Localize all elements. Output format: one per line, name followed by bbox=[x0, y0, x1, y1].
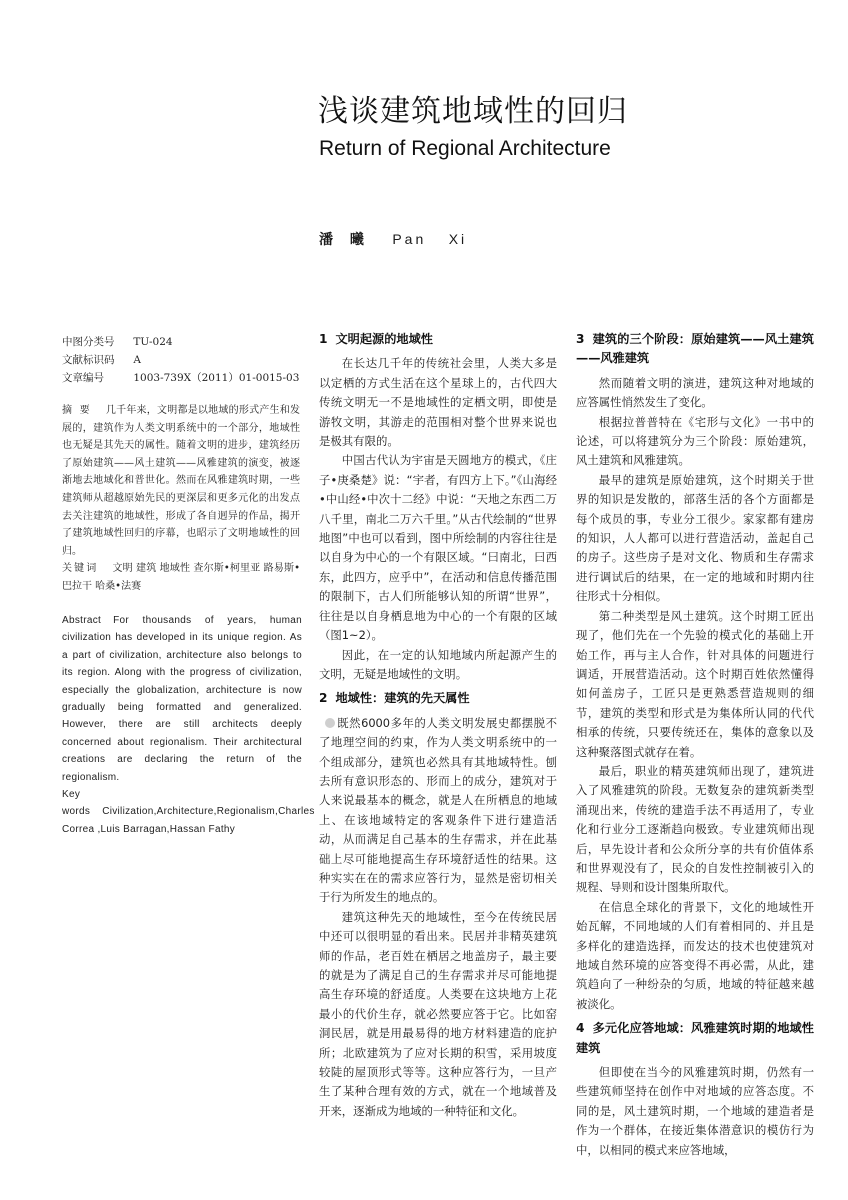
meta-value: A bbox=[133, 354, 141, 366]
abstract-zh-body bbox=[62, 402, 300, 560]
paragraph bbox=[319, 714, 557, 908]
abstract-en-label: Abstract bbox=[62, 615, 102, 626]
keywords-en bbox=[62, 786, 315, 838]
meta-value: 1003-739X（2011）01-0015-03 bbox=[133, 372, 300, 384]
abstract-zh bbox=[62, 402, 300, 596]
author-name-en-last: Xi bbox=[448, 231, 468, 247]
paragraph: 但即使在当今的风雅建筑时期，仍然有一些建筑师坚持在创作中对地域的应答态度。不同的是，风土建筑时期，一个地域的建造者是作为一个群体，在接近集体潜意识的模仿行为中，以相同的模式来应答地域， bbox=[576, 1065, 814, 1157]
section-heading-1 bbox=[319, 330, 557, 349]
paragraph: 在信息全球化的背景下，文化的地域性开始瓦解，不同地域的人们有着相同的、并且是多样化的建造选择，而发达的技术也使建筑对地域自然环境的应答变得不再必需，从此，建筑趋向了一种纷杂的匀质，地域的特征越来越被淡化。 bbox=[576, 899, 814, 1011]
body-column-2 bbox=[576, 330, 814, 1160]
article-meta bbox=[62, 333, 302, 387]
paragraph: 在长达几千年的传统社会里，人类大多是以定栖的方式生活在这个星球上的，古代四大传统文明无一不是地域性的定栖文明，即使是游牧文明，其游走的范围相对整个世界来说也是极其有限的。 bbox=[319, 356, 557, 449]
meta-key: 文章编号 bbox=[62, 372, 104, 384]
section-number: 3 bbox=[576, 332, 585, 346]
section-number: 4 bbox=[576, 1021, 585, 1036]
section-title: 建筑的三个阶段：原始建筑——风土建筑——风雅建筑 bbox=[576, 332, 814, 366]
section-title: 文明起源的地域性 bbox=[335, 332, 433, 346]
paragraph: 最早的建筑是原始建筑，这个时期关于世界的知识是发散的，部落生活的各个方面都是每个成员的事，专业分工很少。家家都有建房的知识，人人都可以进行营造活动，盖起自己的房子。这些房子是对文化、物质和生存需求进行调试后的结果，在一定的地域和时期内往往形式十分相似。 bbox=[576, 472, 814, 604]
keywords-zh bbox=[62, 560, 300, 595]
paragraph: 因此，在一定的认知地域内所起源产生的文明，无疑是地域性的文明。 bbox=[319, 647, 557, 681]
abstract-en-text: For thousands of years, human civilization has developed in its unique region. As a part of civilization, architecture also belongs to its region. Along with the progress of civilization, especially the globalization, architecture is now gradually being formatted and generalized. However, there are still architects deeply concerned about regionalism. Their architectural creations are declaring the return of the regionalism. bbox=[62, 615, 302, 783]
paragraph-text: 既然6000多年的人类文明发展史都摆脱不了地理空间的约束，作为人类文明系统中的一个组成部分，建筑也必然具有其地域特性。刨去所有意识形态的、形而上的成分，建筑对于人来说最基本的概念，就是人在所栖息的地域上、在该地域特定的客观条件下进行建造活动，从而满足自己基本的生存需求，并在此基础上尽可能地提高生存环境舒适性的结果。这种实实在在的需求应答行为，显然是密切相关于行为所发生的地点的。 bbox=[319, 715, 557, 905]
meta-row bbox=[62, 351, 302, 369]
section-heading-4 bbox=[576, 1019, 814, 1058]
paragraph: 建筑这种先天的地域性，至今在传统民居中还可以很明显的看出来。民居并非精英建筑师的作品，老百姓在栖居之地盖房子，最主要的就是为了满足自己的生存需求并尽可能地提高生存环境的舒适度。人类要在这块地方上花最小的代价生存，就必然要应答于它。比如窑洞民居，就是用最易得的地方材料建造的庇护所；北欧建筑为了应对长期的积雪，采用坡度较陡的屋顶形式等等。这种应答行为，一旦产生了某种合理有效的方式，就在一个地域普及开来，逐渐成为地域的一种特征和文化。 bbox=[319, 909, 557, 1118]
section-title: 多元化应答地域：风雅建筑时期的地域性建筑 bbox=[576, 1021, 814, 1055]
abstract-zh-text: 几千年来，文明都是以地域的形式产生和发展的，建筑作为人类文明系统中的一个部分，地域性也无疑是其先天的属性。随着文明的进步，建筑经历了原始建筑——风土建筑——风雅建筑的演变，被逐渐地去地域化和普世化。然而在风雅建筑时期，一些建筑师从超越原始先民的更深层和更多元化的出发点去关注建筑的地域性，形成了各自迥异的作品，揭开了建筑地域性回归的序幕，也昭示了文明地域性的回归。 bbox=[62, 405, 300, 557]
abstract-en bbox=[62, 612, 315, 838]
meta-key: 中图分类号 bbox=[62, 336, 115, 348]
section-number: 2 bbox=[319, 691, 328, 706]
abstract-zh-label: 摘 要 bbox=[62, 405, 92, 416]
paragraph: 中国古代认为宇宙是天圆地方的模式，《庄子•庚桑楚》说：“宇者，有四方上下。”《山海经•中山经•中次十二经》中说：“天地之东西二万八千里，南北二万六千里。”从古代绘制的“世界地图”中也可以看到，图中所绘制的内容往往是以自身为中心的一个有限区域。“曰南北，曰西东，此四方，应乎中”，在活动和信息传播范围的限制下，古人们所能够认知的所谓“世界”，往往是以自身栖息地为中心的一个有限的区域（图1~2）。 bbox=[319, 453, 557, 643]
paragraph: 最后，职业的精英建筑师出现了，建筑进入了风雅建筑的阶段。无数复杂的建筑新类型涌现出来，传统的建造手法不再适用了，专业化和行业分工逐渐趋向极致。专业建筑师出现后，早先设计者和公众所分享的共有价值体系和世界观没有了，民众的自发性控制被引入的规程、导则和设计图集所取代。 bbox=[576, 763, 814, 895]
author-line bbox=[319, 229, 719, 250]
section-heading-3 bbox=[576, 330, 814, 369]
keywords-zh-label: 关键词 bbox=[62, 563, 99, 575]
meta-key: 文献标识码 bbox=[62, 354, 115, 366]
paragraph: 第二种类型是风土建筑。这个时期工匠出现了，他们先在一个先验的模式化的基础上开始工作，再与主人合作，针对具体的问题进行调适，开展营造活动。这个时期百姓依然懂得如何盖房子，工匠只是更熟悉营造规则的细节，建筑的类型和形式是为集体所认同的代代相承的传统，只要传统还在，集体的意象以及这种聚落图式就存在着。 bbox=[576, 608, 814, 759]
author-name-en-first: Pan bbox=[392, 231, 427, 247]
keywords-en-text: Civilization,Architecture,Regionalism,Charles Correa ,Luis Barragan,Hassan Fathy bbox=[62, 806, 315, 835]
paragraph: 根据拉普普特在《宅形与文化》一书中的论述，可以将建筑分为三个阶段：原始建筑，风土建筑和风雅建筑。 bbox=[576, 414, 814, 468]
paragraph: 然而随着文明的演进，建筑这种对地域的应答属性悄然发生了变化。 bbox=[576, 375, 814, 410]
keywords-en-label: Key words bbox=[62, 789, 91, 818]
section-heading-2 bbox=[319, 689, 557, 708]
bullet-dot-icon bbox=[325, 718, 335, 728]
author-name-zh: 潘 曦 bbox=[319, 232, 370, 248]
keywords-zh-text: 文明 建筑 地域性 查尔斯•柯里亚 路易斯•巴拉干 哈桑•法赛 bbox=[62, 563, 300, 592]
section-number: 1 bbox=[319, 332, 328, 346]
title-en: Return of Regional Architecture bbox=[319, 137, 611, 160]
abstract-en-body bbox=[62, 612, 302, 786]
section-title: 地域性：建筑的先天属性 bbox=[335, 691, 470, 706]
meta-row bbox=[62, 333, 302, 351]
body-column-1 bbox=[319, 330, 557, 1121]
meta-row bbox=[62, 369, 302, 387]
meta-value: TU-024 bbox=[133, 336, 173, 348]
title-zh: 浅谈建筑地域性的回归 bbox=[318, 94, 628, 129]
